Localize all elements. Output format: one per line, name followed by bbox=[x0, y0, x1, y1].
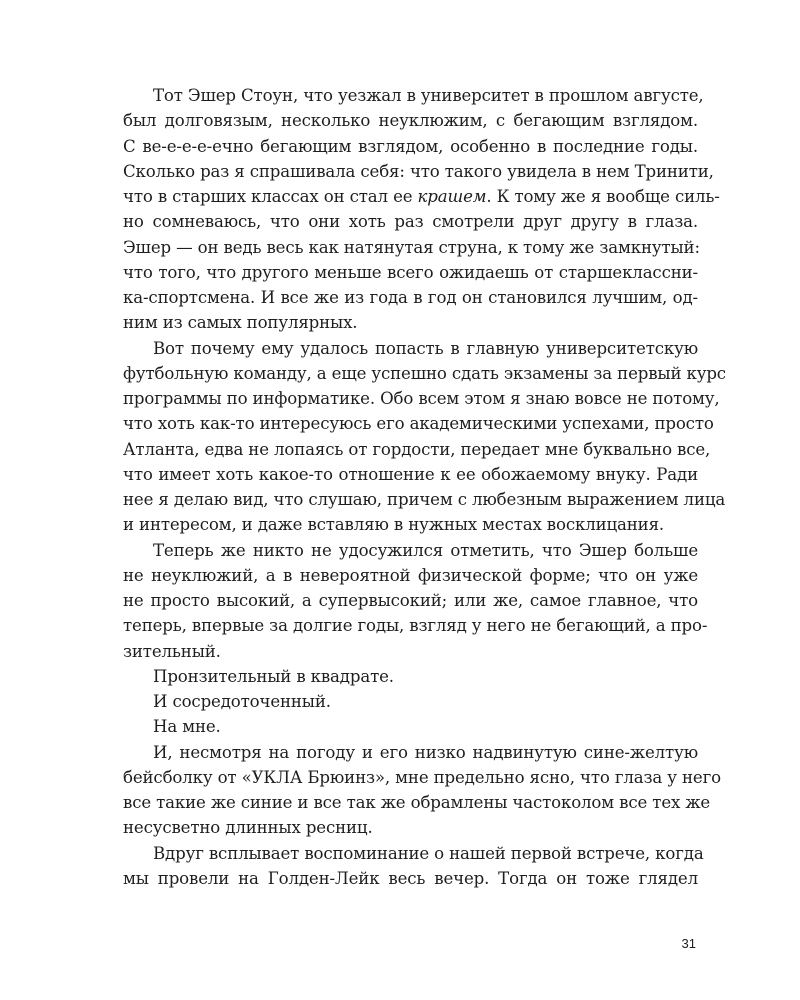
text-line: футбольную команду, а еще успешно сдать экзамены за первый курс bbox=[123, 363, 726, 383]
text-line: не неуклюжий, а в невероятной физической форме; что он уже bbox=[123, 565, 698, 585]
italic-word: крашем bbox=[417, 187, 487, 206]
text-line: Тот Эшер Стоун, что уезжал в университет в прошлом августе, bbox=[153, 86, 704, 105]
text-line: не просто высокий, а супервысокий; или же, самое главное, что bbox=[123, 591, 698, 610]
text-line: все такие же синие и все так же обрамлены частоколом все тех же bbox=[123, 793, 711, 812]
text-line: теперь, впервые за долгие годы, взгляд у него не бегающий, а про- bbox=[123, 616, 708, 636]
text-line: мы провели на Голден-Лейк весь вечер. Тогда он тоже глядел bbox=[123, 868, 698, 888]
text-line: Теперь же никто не удосужился отметить, что Эшер больше bbox=[153, 540, 698, 560]
text-line: Сколько раз я спрашивала себя: что такого увидела в нем Тринити, bbox=[123, 161, 714, 181]
text-line: С ве-е-е-е-ечно бегающим взглядом, особенно в последние годы. bbox=[123, 136, 698, 156]
text-line: программы по информатике. Обо всем этом я знаю вовсе не потому, bbox=[123, 389, 720, 408]
text-line: бейсболку от «УКЛА Брюинз», мне предельно ясно, что глаза у него bbox=[123, 767, 721, 787]
text-line: нее я делаю вид, что слушаю, причем с любезным выражением лица bbox=[123, 490, 726, 509]
text-line: зительный. bbox=[123, 641, 221, 661]
body-text bbox=[123, 83, 726, 891]
text-line: И, несмотря на погоду и его низко надвинутую сине-желтую bbox=[153, 742, 698, 762]
text-line: ка-спортсмена. И все же из года в год он становился лучшим, од- bbox=[123, 288, 698, 307]
text-line: Эшер — он ведь весь как натянутая струна, к тому же замкнутый: bbox=[123, 237, 700, 257]
text-line: что того, что другого меньше всего ожидаешь от старшеклассни- bbox=[123, 262, 698, 282]
text-line: И сосредоточенный. bbox=[153, 692, 331, 711]
text-line: На мне. bbox=[153, 717, 221, 737]
text-line: но сомневаюсь, что они хоть раз смотрели друг другу в глаза. bbox=[123, 212, 698, 232]
text-line: был долговязым, несколько неуклюжим, с бегающим взглядом. bbox=[123, 111, 698, 131]
text-line: несусветно длинных ресниц. bbox=[123, 818, 373, 838]
text-line: что в старших классах он стал ее крашем. К тому же я вообще силь- bbox=[123, 187, 720, 206]
page-number: 31 bbox=[681, 936, 696, 951]
text-line: что имеет хоть какое-то отношение к ее обожаемому внуку. Ради bbox=[123, 464, 698, 484]
text-line: Атланта, едва не лопаясь от гордости, передает мне буквально все, bbox=[123, 439, 711, 459]
text-line: ним из самых популярных. bbox=[123, 313, 358, 333]
text-line: что хоть как-то интересуюсь его академическими успехами, просто bbox=[123, 414, 714, 434]
text-line: Пронзительный в квадрате. bbox=[153, 666, 394, 686]
text-line: Вдруг всплывает воспоминание о нашей первой встрече, когда bbox=[153, 843, 704, 863]
text-line: Вот почему ему удалось попасть в главную университетскую bbox=[153, 338, 698, 358]
text-line: и интересом, и даже вставляю в нужных местах восклицания. bbox=[123, 515, 665, 535]
